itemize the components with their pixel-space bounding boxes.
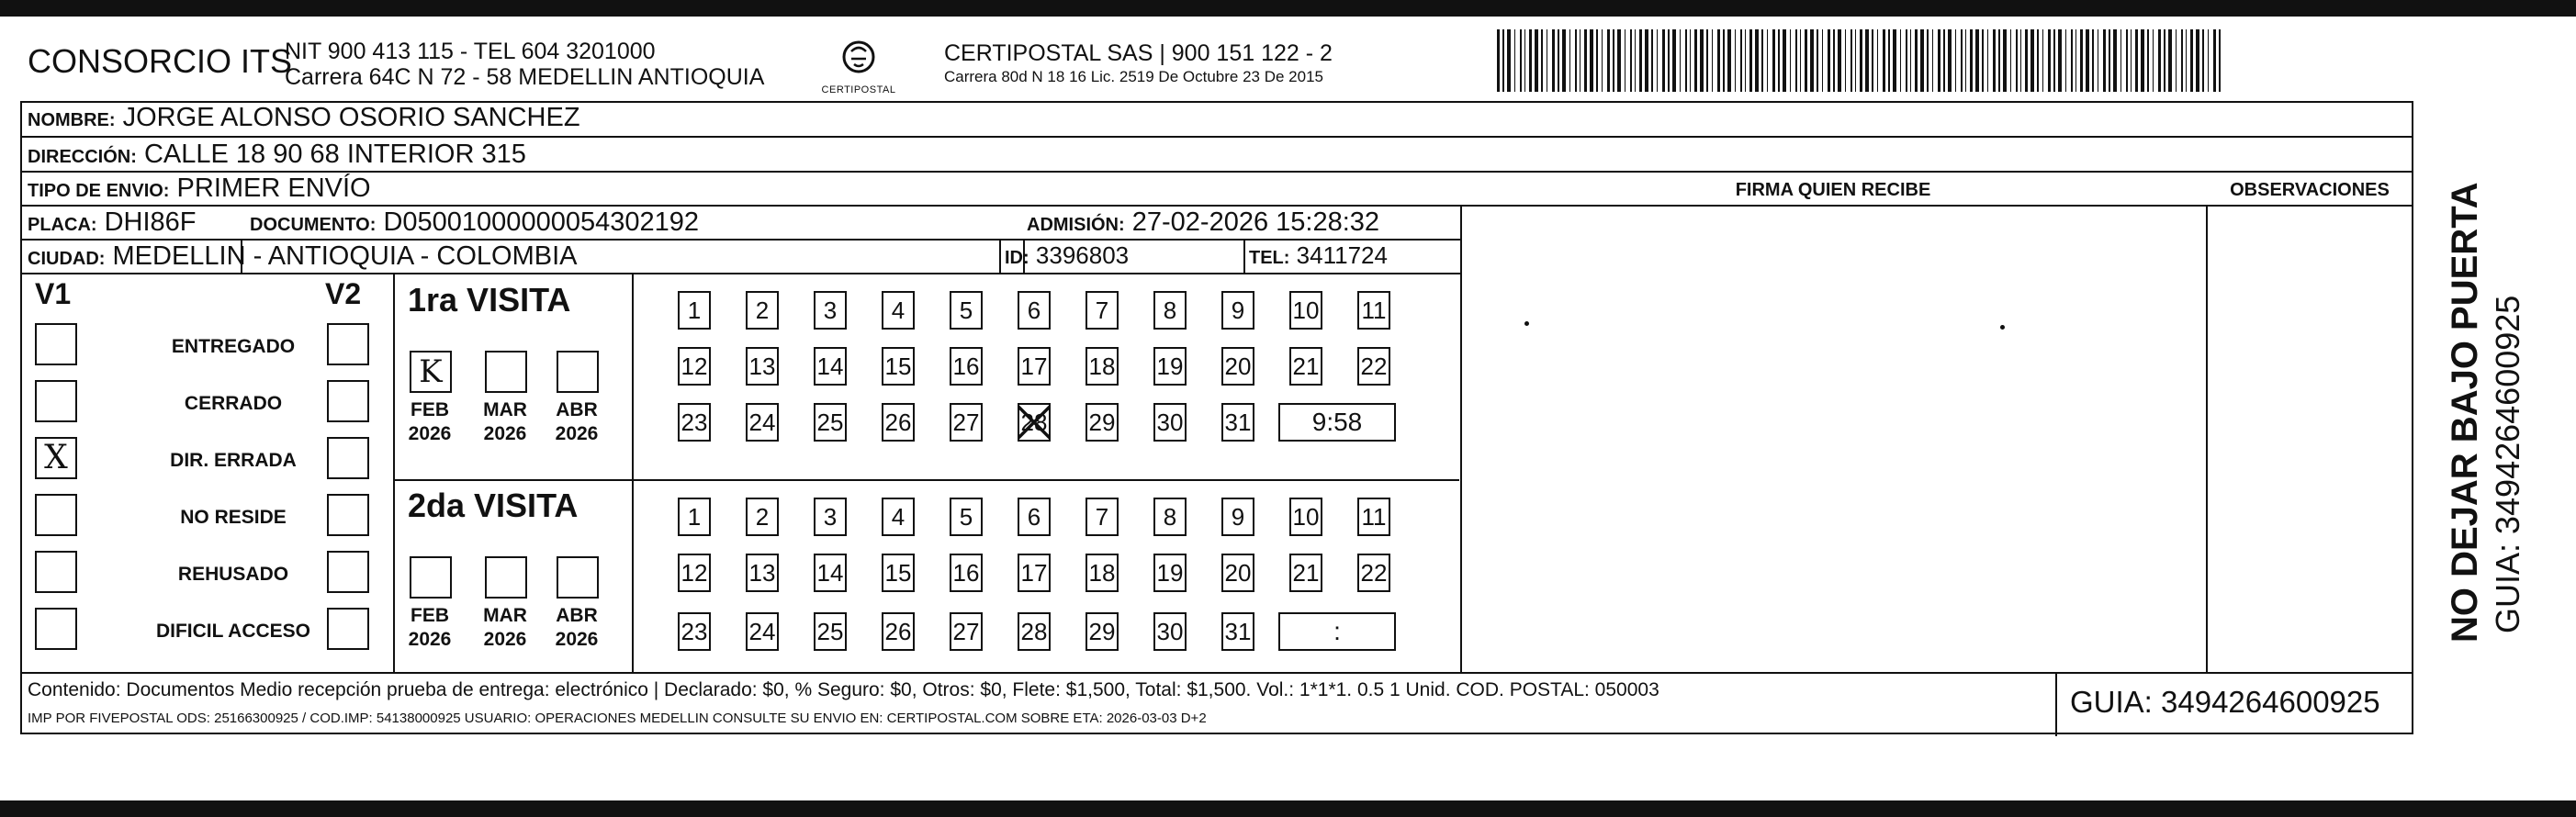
day-box[interactable]: 6 (1018, 291, 1051, 330)
barcode-bar (2080, 29, 2083, 92)
day-box[interactable]: 29 (1086, 612, 1119, 651)
barcode-bar (1795, 29, 1797, 92)
barcode-bar (1767, 29, 1768, 92)
company-address: Carrera 64C N 72 - 58 MEDELLIN ANTIOQUIA (285, 64, 765, 90)
barcode-bar (1590, 29, 1593, 92)
month-year: 2026 (483, 423, 527, 444)
nombre-label: NOMBRE: (28, 110, 116, 130)
v1-checkbox[interactable] (35, 494, 77, 536)
barcode-bar (1617, 29, 1621, 92)
day-box[interactable]: 3 (814, 498, 847, 536)
barcode-bar (1900, 29, 1901, 92)
month-year: 2026 (483, 629, 527, 650)
tel-value: 3411724 (1296, 241, 1388, 269)
barcode-bar (1558, 29, 1559, 92)
visit-time-box[interactable]: : (1278, 612, 1396, 651)
barcode-bar (2135, 29, 2138, 92)
barcode-bar (1961, 29, 1963, 92)
month-name: MAR (483, 399, 527, 420)
tipo-envio-field (28, 173, 371, 204)
barcode-bar (2168, 29, 2172, 92)
month-checkbox[interactable] (557, 351, 599, 393)
day-box[interactable]: 5 (950, 498, 983, 536)
barcode-bar (1790, 29, 1791, 92)
day-box[interactable]: 2 (746, 291, 779, 330)
day-box[interactable]: 22 (1357, 554, 1390, 592)
barcode-bar (1783, 29, 1786, 92)
barcode-bar (1800, 29, 1801, 92)
barcode-bar (1838, 29, 1841, 92)
tipo-envio-label: TIPO DE ENVIO: (28, 181, 170, 201)
barcode-bar (1569, 29, 1570, 92)
barcode-bar (1735, 29, 1736, 92)
day-box[interactable]: 29 (1086, 403, 1119, 442)
status-label: NO RESIDE (180, 507, 287, 528)
day-box[interactable]: 18 (1086, 347, 1119, 386)
month-year: 2026 (555, 423, 599, 444)
barcode-bar (1883, 29, 1885, 92)
day-box[interactable]: 1 (678, 498, 711, 536)
barcode-bar (1749, 29, 1752, 92)
day-box[interactable]: 23 (678, 403, 711, 442)
barcode-bar (2141, 29, 2144, 92)
barcode-bar (2164, 29, 2165, 92)
day-box[interactable]: 14 (814, 347, 847, 386)
admision-field (1027, 207, 1379, 238)
barcode-bar (1662, 29, 1665, 92)
day-box[interactable]: 12 (678, 347, 711, 386)
v2-checkbox[interactable] (327, 608, 369, 650)
day-box[interactable]: 20 (1221, 554, 1254, 592)
barcode-bar (1524, 29, 1525, 92)
barcode-bar (1938, 29, 1940, 92)
barcode-bar (2213, 29, 2216, 92)
company-nit: NIT 900 413 115 - TEL 604 3201000 (285, 39, 656, 64)
barcode-bar (2075, 29, 2076, 92)
barcode-bar (1970, 29, 1973, 92)
barcode-bar (2158, 29, 2161, 92)
firma-label: FIRMA QUIEN RECIBE (1735, 180, 1931, 200)
month-name: FEB (411, 605, 449, 626)
barcode-bar (1965, 29, 1966, 92)
barcode-bar (2016, 29, 2018, 92)
barcode-bar (1584, 29, 1587, 92)
month-label (478, 604, 533, 652)
tel-field (1249, 241, 1388, 270)
day-box[interactable]: 1 (678, 291, 711, 330)
barcode-bar (2103, 29, 2106, 92)
day-box[interactable]: 30 (1153, 612, 1187, 651)
day-box[interactable]: 26 (882, 612, 915, 651)
barcode-bar (1855, 29, 1856, 92)
barcode-bar (1700, 29, 1704, 92)
signature-dot (2000, 325, 2005, 330)
day-box[interactable]: 20 (1221, 347, 1254, 386)
placa-label: PLACA: (28, 215, 97, 235)
barcode-bar (2109, 29, 2110, 92)
barcode-bar (1602, 29, 1603, 92)
nombre-value: JORGE ALONSO OSORIO SANCHEZ (122, 103, 580, 132)
signature-dot (1524, 321, 1529, 326)
barcode-bar (1520, 29, 1522, 92)
barcode-bar (1706, 29, 1708, 92)
day-box[interactable]: 23 (678, 612, 711, 651)
barcode-bar (1502, 29, 1504, 92)
barcode-bar (1761, 29, 1763, 92)
v1-checkbox[interactable] (35, 380, 77, 422)
barcode-bar (1778, 29, 1780, 92)
barcode-bar (1906, 29, 1907, 92)
barcode-bar (1529, 29, 1532, 92)
tel-label: TEL: (1249, 248, 1290, 268)
admision-value: 27-02-2026 15:28:32 (1131, 207, 1380, 237)
month-checkbox[interactable] (485, 351, 527, 393)
barcode-bar (1955, 29, 1956, 92)
month-name: FEB (411, 399, 449, 420)
day-box[interactable]: 14 (814, 554, 847, 592)
barcode-bar (1607, 29, 1610, 92)
certipostal-line2: Carrera 80d N 18 16 Lic. 2519 De Octubre 23 De 2015 (944, 68, 1323, 85)
day-box[interactable]: 13 (746, 554, 779, 592)
guide-form (20, 101, 2413, 734)
barcode-bar (1920, 29, 1924, 92)
barcode-bar (1613, 29, 1614, 92)
barcode-bar (1975, 29, 1979, 92)
barcode-bar (1998, 29, 2000, 92)
placa-field (28, 207, 197, 238)
barcode-bar (1893, 29, 1896, 92)
barcode-bar (2058, 29, 2062, 92)
v2-checkbox[interactable] (327, 494, 369, 536)
barcode-bar (2065, 29, 2066, 92)
month-check-mark: K (419, 353, 443, 390)
barcode-bar (2025, 29, 2028, 92)
day-box[interactable]: 15 (882, 347, 915, 386)
barcode-bar (1888, 29, 1890, 92)
day-box[interactable]: 27 (950, 403, 983, 442)
month-year: 2026 (408, 629, 452, 650)
status-label: CERRADO (184, 393, 283, 414)
month-label (402, 604, 457, 652)
v1-checkbox[interactable] (35, 551, 77, 593)
barcode-bar (1860, 29, 1862, 92)
barcode-bar (2219, 29, 2221, 92)
barcode-bar (1685, 29, 1687, 92)
day-box-marked[interactable]: 28 (1018, 403, 1051, 442)
side-notice: NO DEJAR BAJO PUERTA (2445, 182, 2485, 643)
day-box[interactable]: 8 (1153, 498, 1187, 536)
v2-checkbox[interactable] (327, 551, 369, 593)
barcode-bar (2153, 29, 2154, 92)
barcode-bar (1927, 29, 1929, 92)
barcode-bar (1680, 29, 1681, 92)
day-box[interactable]: 18 (1086, 554, 1119, 592)
month-name: ABR (556, 605, 598, 626)
barcode-bar (1850, 29, 1852, 92)
barcode (1497, 29, 2222, 92)
day-box[interactable]: 2 (746, 498, 779, 536)
barcode-bar (2020, 29, 2021, 92)
barcode-bar (1915, 29, 1918, 92)
certipostal-line1: CERTIPOSTAL SAS | 900 151 122 - 2 (944, 40, 1333, 66)
month-checkbox[interactable] (410, 351, 452, 393)
id-value: 3396803 (1035, 241, 1130, 269)
company-name: CONSORCIO ITS (28, 42, 293, 80)
placa-value: DHI86F (104, 207, 197, 237)
day-box[interactable]: 25 (814, 612, 847, 651)
footer-content: Contenido: Documentos Medio recepción prueba de entrega: electrónico | Declarado: $0, % Seguro: $0, Otros: $0, Flete: $1,500, Total: $1,500. Vol.: 1*1*1. 0.5 1 Unid. COD. POSTAL: 050003 (28, 679, 1659, 700)
barcode-bar (2131, 29, 2132, 92)
v1-checkbox[interactable] (35, 608, 77, 650)
ciudad-value: MEDELLIN - ANTIOQUIA - COLOMBIA (112, 241, 578, 271)
barcode-bar (1805, 29, 1807, 92)
barcode-bar (2120, 29, 2121, 92)
barcode-bar (2196, 29, 2199, 92)
barcode-bar (1639, 29, 1642, 92)
barcode-bar (1982, 29, 1984, 92)
v1-label: V1 (35, 277, 72, 310)
day-box[interactable]: 21 (1289, 554, 1322, 592)
day-box[interactable]: 24 (746, 403, 779, 442)
barcode-bar (1507, 29, 1511, 92)
day-box[interactable]: 16 (950, 347, 983, 386)
direccion-field (28, 140, 526, 170)
status-label: ENTREGADO (171, 336, 296, 357)
ciudad-label: CIUDAD: (28, 249, 106, 269)
barcode-bar (1645, 29, 1648, 92)
barcode-bar (1690, 29, 1691, 92)
month-name: MAR (483, 605, 527, 626)
barcode-bar (2208, 29, 2209, 92)
day-box[interactable]: 19 (1153, 347, 1187, 386)
day-box[interactable]: 10 (1289, 498, 1322, 536)
day-box[interactable]: 7 (1086, 291, 1119, 330)
day-box[interactable]: 31 (1221, 403, 1254, 442)
day-box[interactable]: 13 (746, 347, 779, 386)
v2-checkbox[interactable] (327, 437, 369, 479)
month-year: 2026 (555, 629, 599, 650)
documento-field (250, 207, 699, 238)
barcode-bar (1745, 29, 1746, 92)
barcode-bar (2186, 29, 2187, 92)
day-box[interactable]: 19 (1153, 554, 1187, 592)
nombre-field (28, 103, 580, 133)
barcode-bar (1694, 29, 1697, 92)
barcode-bar (1910, 29, 1911, 92)
barcode-bar (2126, 29, 2128, 92)
barcode-bar (1872, 29, 1873, 92)
barcode-bar (1865, 29, 1869, 92)
v1-check-mark: X (44, 439, 68, 476)
barcode-bar (1810, 29, 1814, 92)
month-label (549, 398, 604, 446)
direccion-value: CALLE 18 90 68 INTERIOR 315 (143, 140, 526, 169)
visit-time-box[interactable]: 9:58 (1278, 403, 1396, 442)
day-box[interactable]: 12 (678, 554, 711, 592)
day-box[interactable]: 9 (1221, 291, 1254, 330)
barcode-bar (1651, 29, 1653, 92)
barcode-bar (2147, 29, 2149, 92)
barcode-bar (1668, 29, 1670, 92)
day-box[interactable]: 26 (882, 403, 915, 442)
barcode-bar (1497, 29, 1500, 92)
barcode-bar (1833, 29, 1835, 92)
barcode-bar (1596, 29, 1598, 92)
barcode-bar (1635, 29, 1636, 92)
v2-checkbox[interactable] (327, 380, 369, 422)
month-label (478, 398, 533, 446)
barcode-bar (2042, 29, 2043, 92)
barcode-bar (2176, 29, 2177, 92)
tipo-envio-value: PRIMER ENVÍO (176, 173, 371, 203)
barcode-bar (2190, 29, 2193, 92)
visit1-title: 1ra VISITA (408, 281, 571, 319)
barcode-bar (1541, 29, 1543, 92)
barcode-bar (1822, 29, 1823, 92)
barcode-bar (1932, 29, 1933, 92)
barcode-bar (2010, 29, 2011, 92)
day-box[interactable]: 31 (1221, 612, 1254, 651)
v1-checkbox[interactable] (35, 323, 77, 365)
barcode-bar (2003, 29, 2007, 92)
day-box[interactable]: 17 (1018, 554, 1051, 592)
barcode-bar (1562, 29, 1566, 92)
barcode-bar (2113, 29, 2117, 92)
barcode-bar (2181, 29, 2183, 92)
barcode-bar (2037, 29, 2039, 92)
side-guia: GUIA: 3494264600925 (2489, 295, 2526, 633)
day-box[interactable]: 22 (1357, 347, 1390, 386)
day-box[interactable]: 7 (1086, 498, 1119, 536)
day-box[interactable]: 27 (950, 612, 983, 651)
status-label: DIFICIL ACCESO (155, 621, 310, 642)
footer-guia: GUIA: 3494264600925 (2070, 685, 2380, 719)
day-box[interactable]: 25 (814, 403, 847, 442)
status-label: REHUSADO (177, 564, 289, 585)
day-box[interactable]: 5 (950, 291, 983, 330)
barcode-bar (1535, 29, 1538, 92)
barcode-bar (1723, 29, 1725, 92)
documento-label: DOCUMENTO: (250, 215, 377, 235)
barcode-bar (1630, 29, 1632, 92)
month-label (402, 398, 457, 446)
barcode-bar (1817, 29, 1818, 92)
day-box[interactable]: 30 (1153, 403, 1187, 442)
barcode-bar (1727, 29, 1731, 92)
admision-label: ADMISIÓN: (1027, 215, 1125, 235)
v2-checkbox[interactable] (327, 323, 369, 365)
visit2-title: 2da VISITA (408, 487, 579, 524)
direccion-label: DIRECCIÓN: (28, 147, 137, 167)
barcode-bar (1657, 29, 1658, 92)
day-box[interactable]: 4 (882, 291, 915, 330)
barcode-bar (2053, 29, 2055, 92)
barcode-bar (1993, 29, 1996, 92)
barcode-bar (1772, 29, 1775, 92)
barcode-bar (1514, 29, 1515, 92)
month-checkbox[interactable] (557, 556, 599, 599)
barcode-bar (2086, 29, 2089, 92)
month-checkbox[interactable] (485, 556, 527, 599)
day-box[interactable]: 4 (882, 498, 915, 536)
month-checkbox[interactable] (410, 556, 452, 599)
day-box[interactable]: 17 (1018, 347, 1051, 386)
id-label: ID: (1005, 248, 1029, 268)
day-box[interactable]: 16 (950, 554, 983, 592)
barcode-bar (1740, 29, 1742, 92)
barcode-bar (1755, 29, 1759, 92)
logo-text: CERTIPOSTAL (821, 84, 896, 95)
barcode-bar (1575, 29, 1577, 92)
barcode-bar (1948, 29, 1952, 92)
v1-checkbox[interactable] (35, 437, 77, 479)
status-label: DIR. ERRADA (170, 450, 297, 471)
day-box[interactable]: 11 (1357, 291, 1390, 330)
day-box[interactable]: 6 (1018, 498, 1051, 536)
observaciones-label: OBSERVACIONES (2230, 180, 2390, 200)
day-box[interactable]: 28 (1018, 612, 1051, 651)
top-black-bar (0, 0, 2576, 17)
barcode-bar (2048, 29, 2051, 92)
day-box[interactable]: 15 (882, 554, 915, 592)
barcode-bar (1712, 29, 1713, 92)
barcode-bar (2030, 29, 2034, 92)
month-name: ABR (556, 399, 598, 420)
day-box[interactable]: 11 (1357, 498, 1390, 536)
barcode-bar (2092, 29, 2094, 92)
barcode-bar (1828, 29, 1830, 92)
barcode-bar (1672, 29, 1676, 92)
footer-print-info: IMP POR FIVEPOSTAL ODS: 25166300925 / COD.IMP: 54138000925 USUARIO: OPERACIONES MEDELLIN CONSULTE SU ENVIO EN: CERTIPOSTAL.COM SOBRE ETA: 2026-03-03 D+2 (28, 711, 1207, 726)
month-label (549, 604, 604, 652)
barcode-bar (2071, 29, 2073, 92)
barcode-bar (1987, 29, 1988, 92)
barcode-bar (1845, 29, 1846, 92)
id-field (1005, 241, 1129, 270)
barcode-bar (1877, 29, 1878, 92)
day-box[interactable]: 8 (1153, 291, 1187, 330)
day-box[interactable]: 3 (814, 291, 847, 330)
day-box[interactable]: 9 (1221, 498, 1254, 536)
barcode-bar (1943, 29, 1945, 92)
ciudad-field (28, 241, 578, 272)
bottom-black-bar (0, 800, 2576, 817)
v2-label: V2 (325, 277, 362, 310)
barcode-bar (1552, 29, 1555, 92)
day-box[interactable]: 21 (1289, 347, 1322, 386)
documento-value: D05001000000054302192 (383, 207, 699, 237)
barcode-bar (1717, 29, 1720, 92)
barcode-bar (2202, 29, 2204, 92)
day-box[interactable]: 10 (1289, 291, 1322, 330)
day-box[interactable]: 24 (746, 612, 779, 651)
month-year: 2026 (408, 423, 452, 444)
